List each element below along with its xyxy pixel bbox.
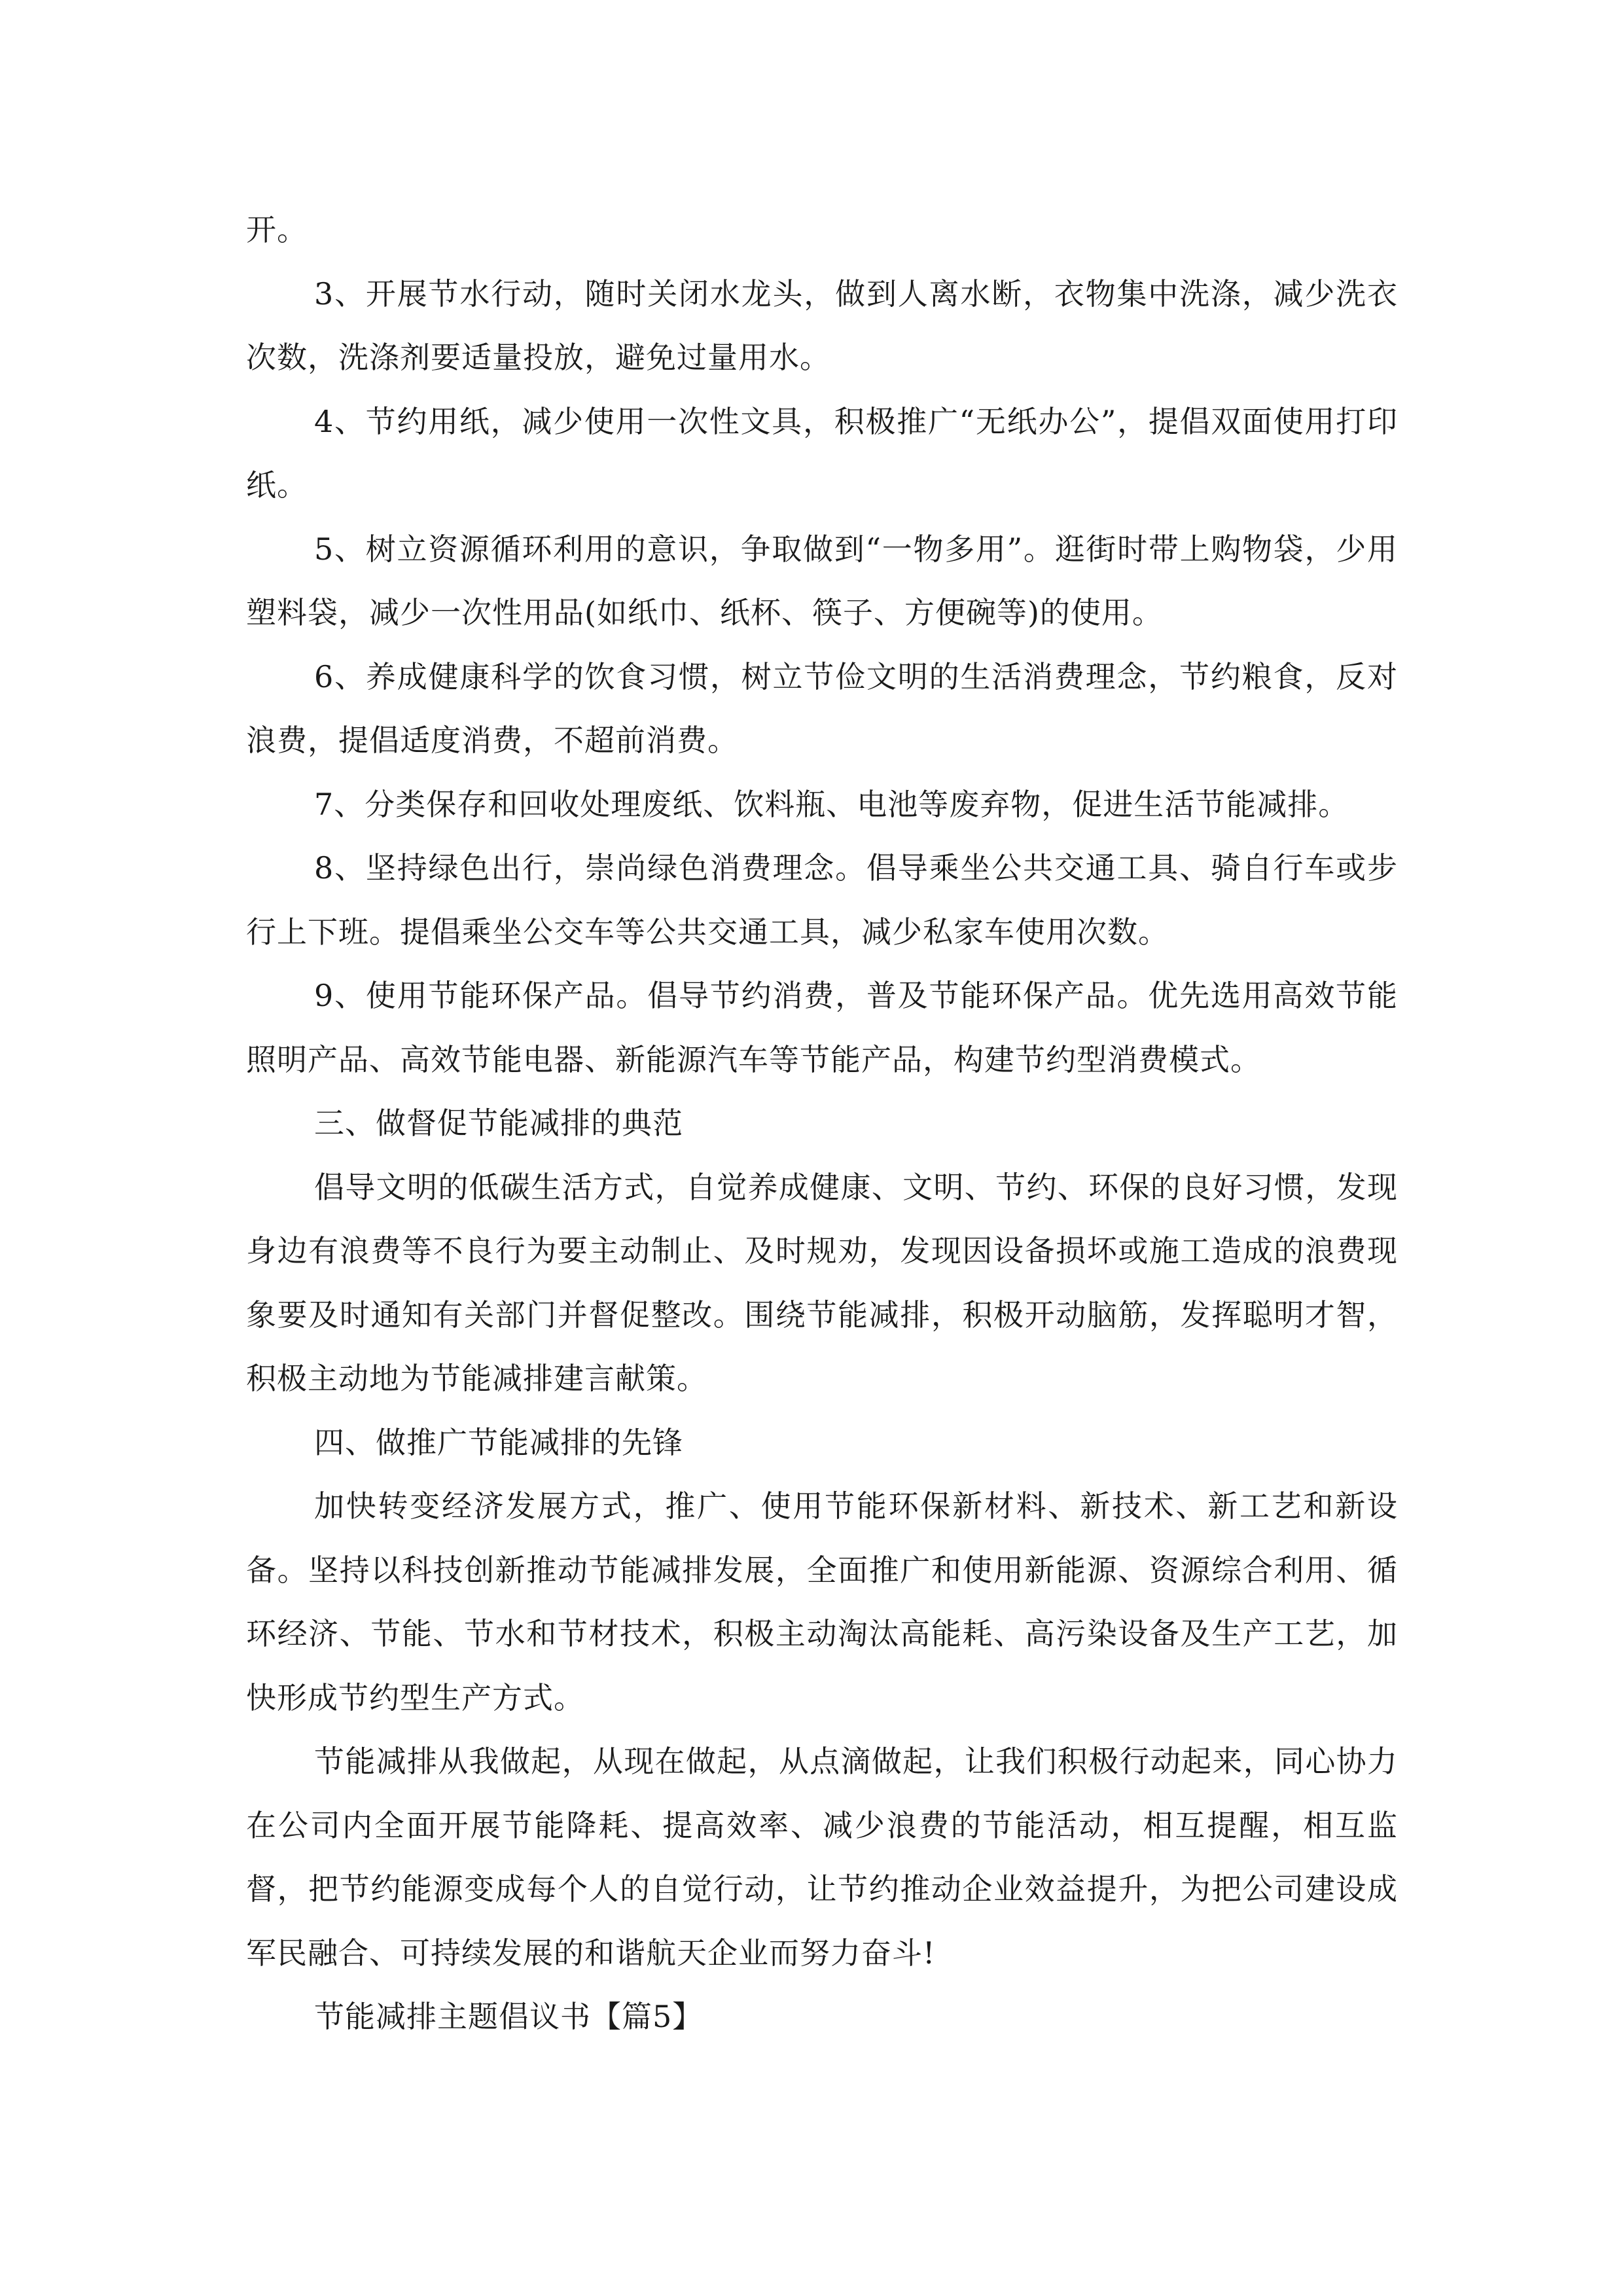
paragraph: 4、节约用纸，减少使用一次性文具，积极推广“无纸办公”，提倡双面使用打印纸。 (246, 403, 1398, 503)
paragraph: 8、坚持绿色出行，崇尚绿色消费理念。倡导乘坐公共交通工具、骑自行车或步行上下班。提倡乘坐公交车等公共交通工具，减少私家车使用次数。 (246, 850, 1398, 950)
paragraph: 6、养成健康科学的饮食习惯，树立节俭文明的生活消费理念，节约粮食，反对浪费，提倡适度消费，不超前消费。 (246, 658, 1398, 758)
paragraph: 加快转变经济发展方式，推广、使用节能环保新材料、新技术、新工艺和新设备。坚持以科技创新推动节能减排发展，全面推广和使用新能源、资源综合利用、循环经济、节能、节水和节材技术，积极主动淘汰高能耗、高污染设备及生产工艺，加快形成节约型生产方式。 (246, 1488, 1398, 1715)
next-article-title: 节能减排主题倡议书【篇5】 (314, 1999, 704, 2034)
paragraph: 7、分类保存和回收处理废纸、饮料瓶、电池等废弃物，促进生活节能减排。 (314, 786, 1349, 822)
paragraph: 开。 (246, 212, 308, 247)
section-heading: 四、做推广节能减排的先锋 (314, 1424, 683, 1460)
section-heading: 三、做督促节能减排的典范 (314, 1105, 683, 1141)
paragraph: 倡导文明的低碳生活方式，自觉养成健康、文明、节约、环保的良好习惯，发现身边有浪费等不良行为要主动制止、及时规劝，发现因设备损坏或施工造成的浪费现象要及时通知有关部门并督促整改。围绕节能减排，积极开动脑筋，发挥聪明才智，积极主动地为节能减排建言献策。 (246, 1169, 1398, 1396)
paragraph: 节能减排从我做起，从现在做起，从点滴做起，让我们积极行动起来，同心协力在公司内全面开展节能降耗、提高效率、减少浪费的节能活动，相互提醒，相互监督，把节约能源变成每个人的自觉行动，让节约推动企业效益提升，为把公司建设成军民融合、可持续发展的和谐航天企业而努力奋斗! (246, 1744, 1398, 1971)
paragraph: 3、开展节水行动，随时关闭水龙头，做到人离水断，衣物集中洗涤，减少洗衣次数，洗涤剂要适量投放，避免过量用水。 (246, 276, 1398, 375)
paragraph: 5、树立资源循环利用的意识，争取做到“一物多用”。逛街时带上购物袋，少用塑料袋，减少一次性用品(如纸巾、纸杯、筷子、方便碗等)的使用。 (246, 531, 1398, 630)
document-body (246, 198, 1398, 2049)
paragraph: 9、使用节能环保产品。倡导节约消费，普及节能环保产品。优先选用高效节能照明产品、高效节能电器、新能源汽车等节能产品，构建节约型消费模式。 (246, 978, 1398, 1077)
